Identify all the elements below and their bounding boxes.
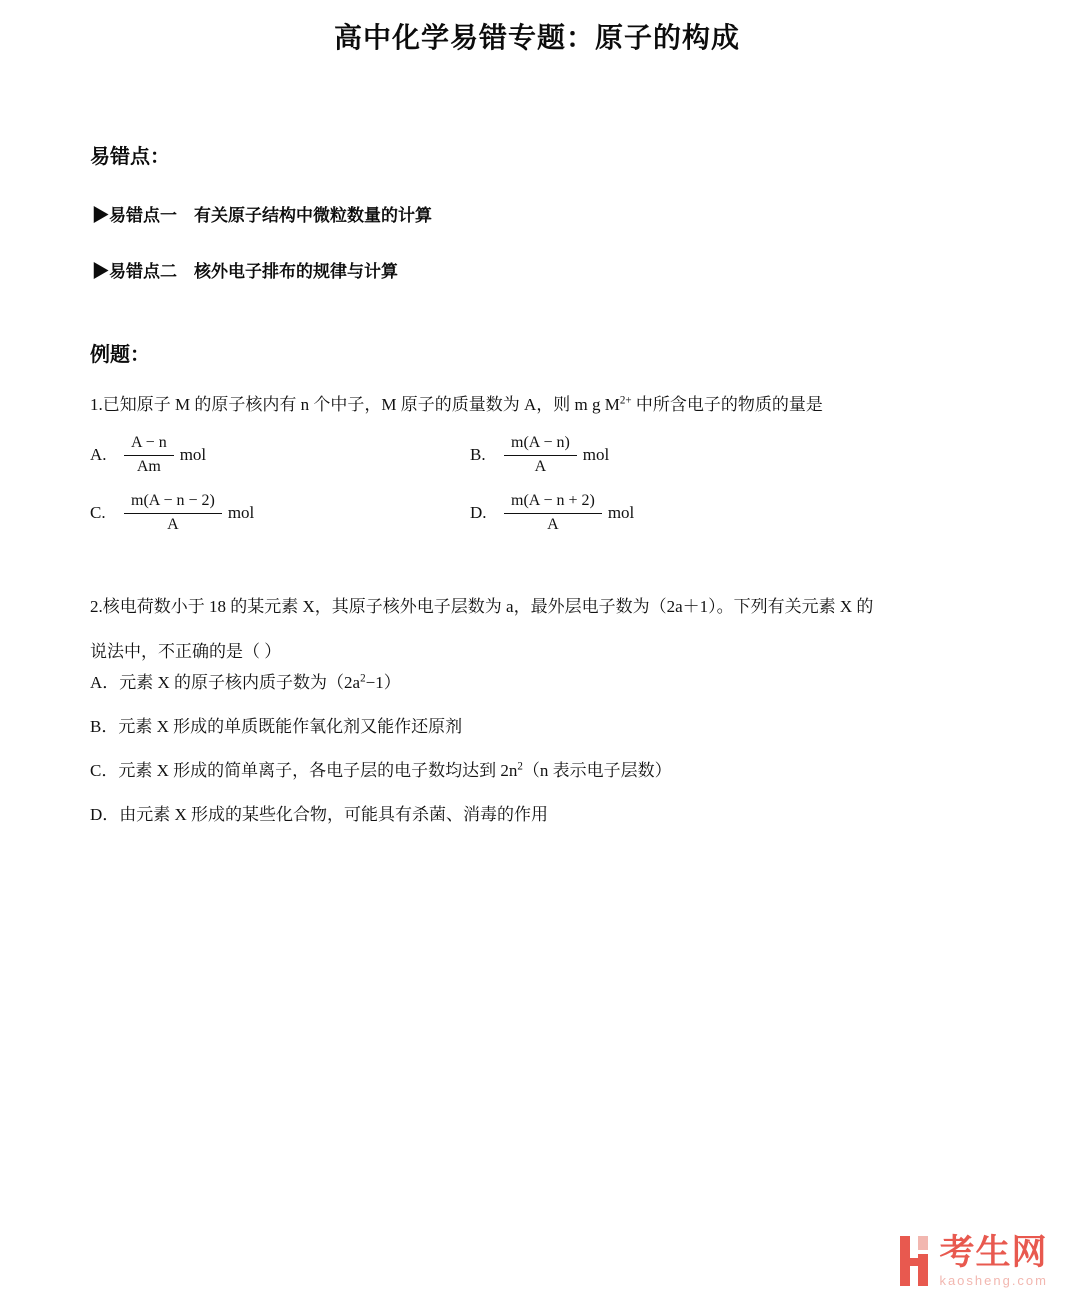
option-label: C. bbox=[90, 503, 106, 522]
q2-option-a-text-tail: −1） bbox=[365, 673, 401, 692]
watermark bbox=[897, 1234, 1048, 1288]
q2-option-a bbox=[90, 670, 990, 696]
fraction-unit: mol bbox=[227, 503, 255, 522]
error-point-item-2: ▶易错点二 核外电子排布的规律与计算 bbox=[92, 262, 398, 281]
q1-stem-text-tail: 中所含电子的物质的量是 bbox=[631, 395, 823, 414]
error-point-item-1: ▶易错点一 有关原子结构中微粒数量的计算 bbox=[92, 206, 432, 225]
fraction-denominator: A bbox=[534, 457, 547, 475]
q2-option-a-superscript: 2 bbox=[360, 672, 366, 685]
fraction bbox=[124, 433, 174, 478]
fraction-denominator: A bbox=[167, 515, 179, 533]
q2-option-b bbox=[90, 714, 990, 740]
examples-heading: 例题： bbox=[90, 344, 150, 366]
q2-option-d-text: D．由元素 X 形成的某些化合物，可能具有杀菌、消毒的作用 bbox=[90, 805, 549, 824]
watermark-text bbox=[939, 1234, 1048, 1288]
fraction bbox=[504, 433, 577, 478]
fraction-denominator: A bbox=[547, 515, 559, 533]
q1-stem-text: 1.已知原子 M 的原子核内有 n 个中子，M 原子的质量数为 A，则 m g M bbox=[90, 395, 620, 414]
error-points-heading: 易错点： bbox=[90, 146, 170, 168]
fraction bbox=[124, 491, 222, 536]
option-label: D. bbox=[470, 503, 487, 522]
question-1-options bbox=[90, 430, 850, 538]
fraction-unit: mol bbox=[179, 445, 207, 464]
kaosheng-logo-icon bbox=[897, 1234, 933, 1288]
fraction-unit: mol bbox=[582, 445, 610, 464]
question-2-stem-line-1: 2.核电荷数小于 18 的某元素 X，其原子核外电子层数为 a，最外层电子数为（2a＋1）。下列有关元素 X 的 bbox=[90, 597, 874, 616]
fraction bbox=[504, 491, 602, 536]
q2-option-c-superscript: 2 bbox=[517, 760, 523, 773]
q2-option-a-text: A．元素 X 的原子核内质子数为（2a bbox=[90, 673, 361, 692]
fraction-numerator: m(A − n + 2) bbox=[504, 491, 602, 514]
fraction-unit: mol bbox=[607, 503, 635, 522]
question-2-options bbox=[90, 670, 990, 846]
q2-option-b-text: B．元素 X 形成的单质既能作氧化剂又能作还原剂 bbox=[90, 717, 463, 736]
page-title: 高中化学易错专题：原子的构成 bbox=[333, 22, 740, 53]
q1-option-d bbox=[470, 488, 850, 538]
option-label: A. bbox=[90, 445, 107, 464]
q1-ion-charge-superscript: 2+ bbox=[619, 394, 632, 407]
watermark-brand: 考生网 bbox=[939, 1233, 1048, 1272]
fraction-denominator: Am bbox=[136, 457, 161, 475]
question-2-stem-line-2: 说法中，不正确的是（ ） bbox=[90, 642, 282, 661]
q1-option-c bbox=[90, 488, 470, 538]
q2-option-d bbox=[90, 802, 990, 828]
fraction-numerator: A − n bbox=[124, 433, 174, 456]
option-label: B. bbox=[470, 445, 486, 464]
question-1-stem bbox=[90, 392, 990, 418]
q2-option-c-text: C．元素 X 形成的简单离子，各电子层的电子数均达到 2n bbox=[90, 761, 518, 780]
watermark-domain: kaosheng.com bbox=[939, 1273, 1048, 1288]
q1-option-a bbox=[90, 430, 470, 480]
q2-option-c bbox=[90, 758, 990, 784]
q1-option-b bbox=[470, 430, 850, 480]
fraction-numerator: m(A − n − 2) bbox=[124, 491, 222, 514]
fraction-numerator: m(A − n) bbox=[504, 433, 577, 456]
q2-option-c-text-tail: （n 表示电子层数） bbox=[522, 761, 672, 780]
